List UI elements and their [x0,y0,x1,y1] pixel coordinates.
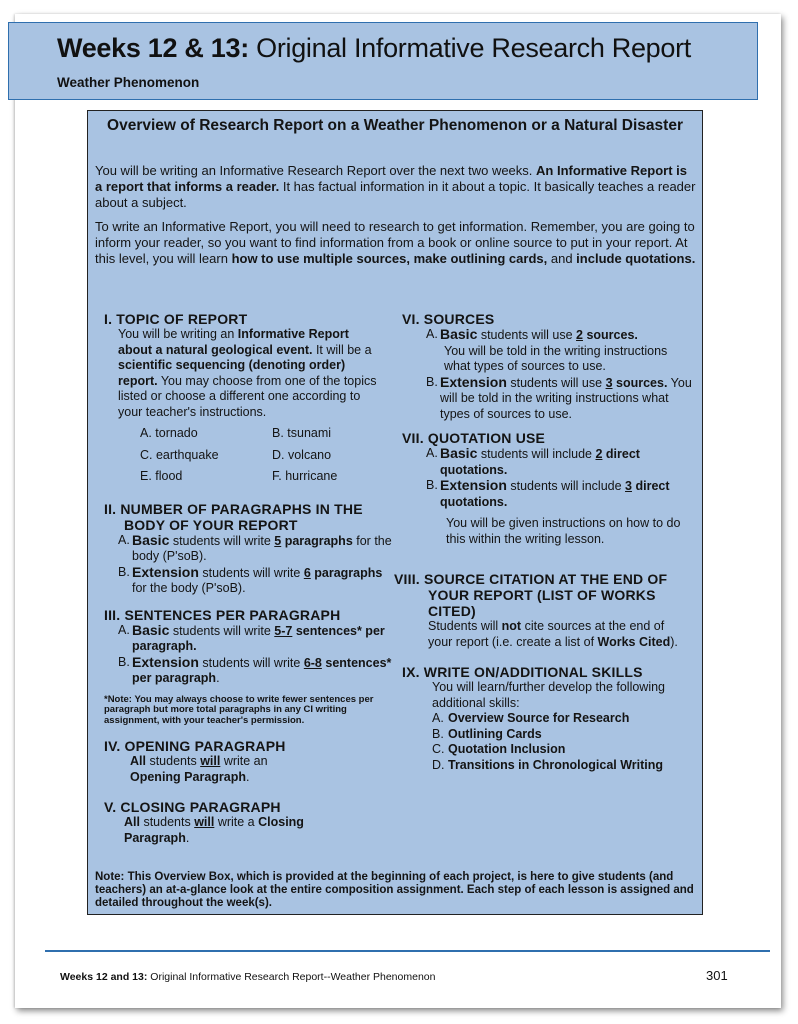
list-item: A. Basic students will use 2 sources. [426,326,638,342]
page-subtitle: Weather Phenomenon [57,75,200,90]
section-opening [104,738,394,785]
list-item: B. Extension students will include 3 direct quotations. [426,477,670,509]
section-heading: VII. QUOTATION USE [402,430,546,446]
topic-list [140,426,394,485]
topic-item: D. volcano [272,447,332,462]
list-item: C. Quotation Inclusion [432,742,566,756]
section-heading-cont: BODY OF YOUR REPORT [124,516,298,533]
list-item: B. Extension students will write 6 paragraphs for the body (P'soB). [118,563,383,595]
list-item: A. Basic students will write 5 paragraphs for the body (P'soB). [118,531,392,563]
right-column [394,311,692,773]
list-item: B. Extension students will use 3 sources. You will be told in the writing instructions what types of sources to use. [426,373,692,421]
list-item: A. Basic students will write 5-7 sentences* per paragraph. [118,621,385,653]
section-text: You will be given instructions on how to do this within the writing lesson. [446,516,681,546]
list-item: D. Transitions in Chronological Writing [432,757,664,772]
section-heading: VIII. SOURCE CITATION AT THE END OF [394,571,668,587]
overview-footer-note: Note: This Overview Box, which is provided at the beginning of each project, is here to give students (and teachers) an at-a-glance look at the entire composition assignment. Each step of each lesson is assigned and detailed throughout the week(s). [95,871,694,909]
section-heading: II. NUMBER OF PARAGRAPHS IN THE [104,500,363,517]
list-item: A. Basic students will include 2 direct quotations. [426,445,640,477]
intro-paragraph-2: To write an Informative Report, you will need to research to get information. Remember, you are going to inform your reader, so you want to find information from a book or online source to put in your report. At this level, you will learn how to use multiple sources, make outlining cards, and include quotations. [95,219,696,266]
section-paragraph-count [104,501,394,597]
section-quotation [402,430,692,547]
footer-text: Weeks 12 and 13: Original Informative Research Report--Weather Phenomenon [60,971,436,983]
section-sentences [104,607,394,727]
section-skills [402,664,692,773]
section-text: You will be writing an Informative Report about a natural geological event. It will be a scientific sequencing (denoting order) report. You may choose from one of the topics listed or choose a different one according to your teacher's instructions. [118,327,377,419]
section-heading: III. SENTENCES PER PARAGRAPH [104,606,341,623]
section-closing [104,799,394,846]
sentences-note: *Note: You may always choose to write fewer sentences per paragraph but more total paragraphs in any CI writing assignment, with your teacher's permission. [104,693,374,726]
topic-item: F. hurricane [272,469,338,483]
section-text: All students will write a Closing Paragraph. [124,815,304,845]
topic-item: C. earthquake [140,447,219,462]
section-text: You will be told in the writing instructions what types of sources to use. [444,343,668,373]
topic-item: E. flood [140,469,183,483]
page-number: 301 [706,968,728,983]
topic-item: A. tornado [140,426,198,440]
section-sources [402,311,692,422]
section-text: Students will not cite sources at the end of your report (i.e. create a list of Works Cited). [428,619,678,649]
footer-rule [45,950,770,952]
section-text: You will learn/further develop the following additional skills: [432,680,666,710]
left-column [104,311,394,846]
section-heading: I. TOPIC OF REPORT [104,311,248,327]
overview-box [87,110,703,915]
section-heading: V. CLOSING PARAGRAPH [104,799,281,815]
section-heading-cont: CITED) [428,603,476,619]
list-item: A. Overview Source for Research [432,711,630,725]
section-topic [104,311,394,485]
section-citation [394,571,692,650]
list-item: B. Extension students will write 6-8 sentences* per paragraph. [118,653,392,685]
overview-title: Overview of Research Report on a Weather Phenomenon or a Natural Disaster [107,117,683,134]
section-heading: IX. WRITE ON/ADDITIONAL SKILLS [402,664,643,680]
intro-paragraph-1: You will be writing an Informative Research Report over the next two weeks. An Informative Report is a report that informs a reader. It has factual information in it about a topic. It basically teaches a reader about a subject. [95,163,696,210]
section-heading: VI. SOURCES [402,311,495,327]
page-header [8,22,758,100]
topic-item: B. tsunami [272,426,332,440]
section-heading-cont: YOUR REPORT (LIST OF WORKS [428,587,656,603]
section-text: All students will write an Opening Paragraph. [130,754,268,784]
page-title: Weeks 12 & 13: Original Informative Research Report [57,33,692,63]
section-heading: IV. OPENING PARAGRAPH [104,738,286,754]
list-item: B. Outlining Cards [432,726,542,741]
